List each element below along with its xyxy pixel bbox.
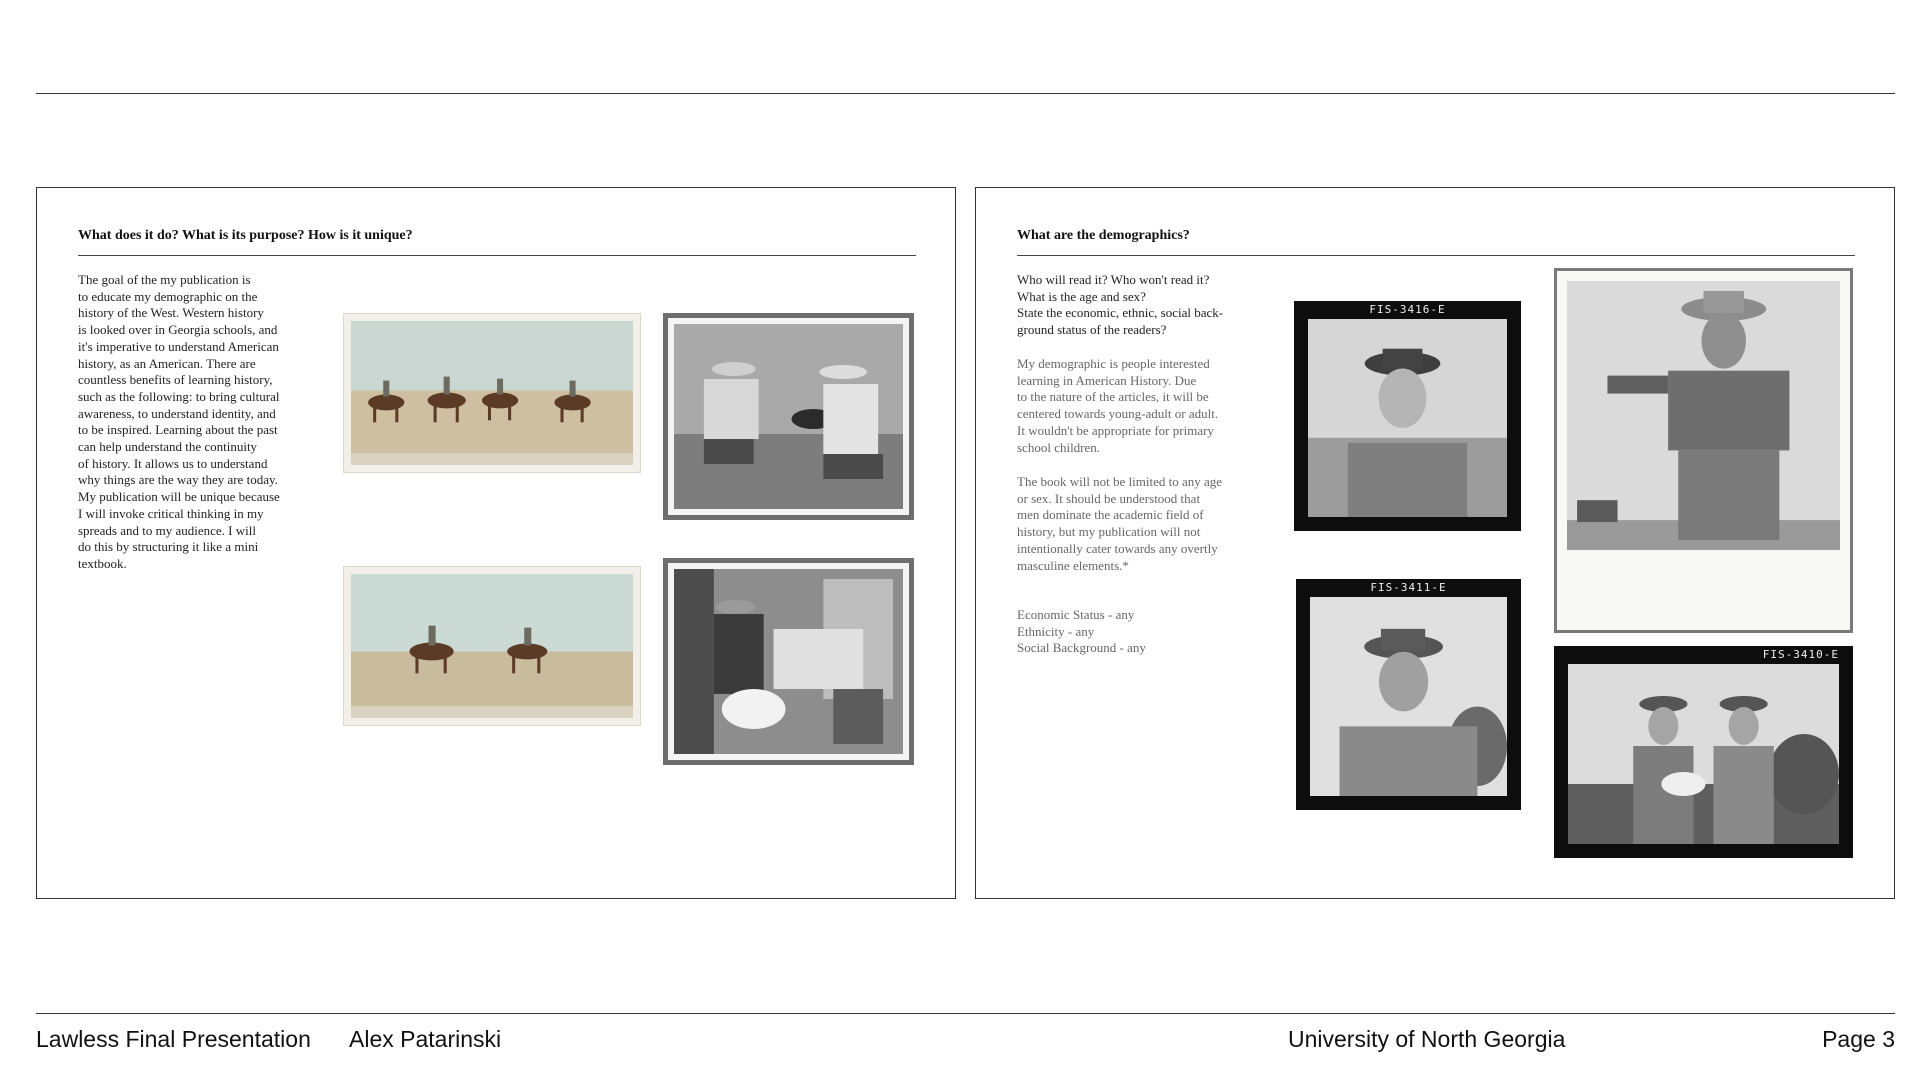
farmer-smiling-negative [1294, 301, 1521, 531]
left-body-text: The goal of the my publication is to educate my demographic on the history of the West. Western history is looked over in Georgia schools, and it's imperative to understand American history, as an American. There are countless benefits of learning history, such as the following: to bring cultural awareness, to understand identity, and to be inspired. Learning about the past can help understand the continuity of history. It allows us to understand why things are the way they are today. My publication will be unique because I will invoke critical thinking in my spreads and to my audience. I will do this by structuring it like a mini textbook. [78, 272, 280, 571]
left-spread-heading: What does it do? What is its purpose? How is it unique? [78, 228, 413, 243]
footer-university: University of North Georgia [1288, 1026, 1566, 1052]
negative-label-1: FIS-3416-E [1369, 303, 1446, 316]
footer-page-number: Page 3 [1822, 1026, 1895, 1052]
questions-text: Who will read it? Who won't read it? What is the age and sex? State the economic, ethnic, social back- ground status of the readers? [1017, 272, 1224, 338]
two-farmers-negative [1554, 646, 1853, 858]
footer [36, 1026, 1895, 1056]
negative-label-2: FIS-3411-E [1370, 581, 1447, 594]
left-spread [36, 187, 956, 899]
postcard-two-riders-image [343, 566, 641, 726]
status-text: Economic Status - any Ethnicity - any Social Background - any [1017, 607, 1146, 656]
right-spread-heading: What are the demographics? [1017, 228, 1190, 243]
men-with-calf-photo [663, 558, 914, 765]
right-spread [975, 187, 1895, 899]
postcard-riders-image [343, 313, 641, 473]
negative-label-3: FIS-3410-E [1762, 648, 1839, 661]
men-crouching-photo [663, 313, 914, 520]
left-heading-rule [78, 255, 916, 256]
gender-answer-text: The book will not be limited to any age or sex. It should be understood that men dominate the academic field of history, but my publication will not intentionally cater towards any overtly masculine elements.* [1017, 474, 1223, 573]
farmer-overalls-print [1554, 268, 1853, 633]
right-heading-rule [1017, 255, 1855, 256]
bottom-rule [36, 1013, 1895, 1014]
demographic-answer-text: My demographic is people interested learning in American History. Due to the nature of the articles, it will be centered towards young-adult or adult. It wouldn't be appropriate for primary school children. [1017, 356, 1219, 455]
top-rule [36, 93, 1895, 94]
footer-author: Alex Patarinski [349, 1026, 502, 1052]
farmer-smoking-negative [1296, 579, 1521, 810]
footer-title: Lawless Final Presentation [36, 1026, 311, 1052]
